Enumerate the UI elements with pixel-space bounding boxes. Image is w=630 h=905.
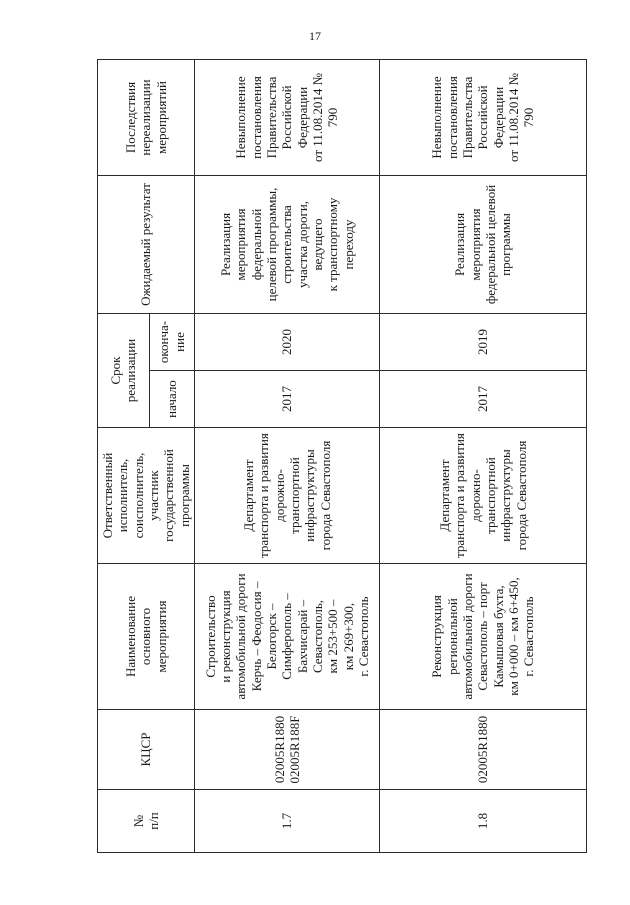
row-num: 1.7 <box>194 790 379 853</box>
row-kcsr: 02005R1880 02005R188F <box>194 710 379 790</box>
row-kcsr: 02005R1880 <box>379 710 586 790</box>
header-start: начало <box>149 371 194 428</box>
row-consequences: Невыполнение постановления Правительства Российской Федерации от 11.08.2014 № 790 <box>194 59 379 175</box>
table-row <box>379 59 586 852</box>
row-consequences: Невыполнение постановления Правительства Российской Федерации от 11.08.2014 № 790 <box>379 59 586 175</box>
header-consequences: Последствия нереализации мероприятий <box>98 59 195 175</box>
header-responsible: Ответственный исполнитель, соисполнитель, участник государственной программы <box>98 428 195 564</box>
rotated-table-frame <box>97 60 583 853</box>
header-result: Ожидаемый результат <box>98 175 195 313</box>
row-end: 2020 <box>194 313 379 370</box>
page-number: 17 <box>309 29 321 43</box>
row-name: Строительство и реконструкция автомобильной дороги Керчь – Феодосия – Белогорск – Симферополь – Бахчисарай – Севастополь, км 253+500 – км 269+300, г. Севастополь <box>194 564 379 710</box>
row-responsible: Департамент транспорта и развития дорожно- транспортной инфраструктуры города Севастополя <box>194 428 379 564</box>
row-result: Реализация мероприятия федеральной целевой программы, строительства участка дороги, ведущего к транспортному переходу <box>194 175 379 313</box>
header-row <box>98 59 150 852</box>
row-responsible: Департамент транспорта и развития дорожно- транспортной инфраструктуры города Севастополя <box>379 428 586 564</box>
row-start: 2017 <box>379 371 586 428</box>
header-num: № п/п <box>98 790 195 853</box>
row-name: Реконструкция региональной автомобильной дороги Севастополь – порт Камышовая бухта, км 0+000 – км 6+450, г. Севастополь <box>379 564 586 710</box>
header-name: Наименование основного мероприятия <box>98 564 195 710</box>
table-row <box>194 59 379 852</box>
header-end: оконча- ние <box>149 313 194 370</box>
row-start: 2017 <box>194 371 379 428</box>
row-result: Реализация мероприятия федеральной целевой программы <box>379 175 586 313</box>
row-end: 2019 <box>379 313 586 370</box>
header-kcsr: КЦСР <box>98 710 195 790</box>
header-period: Срок реализации <box>98 313 150 427</box>
table-container <box>97 60 583 853</box>
measures-table <box>97 59 587 853</box>
row-num: 1.8 <box>379 790 586 853</box>
